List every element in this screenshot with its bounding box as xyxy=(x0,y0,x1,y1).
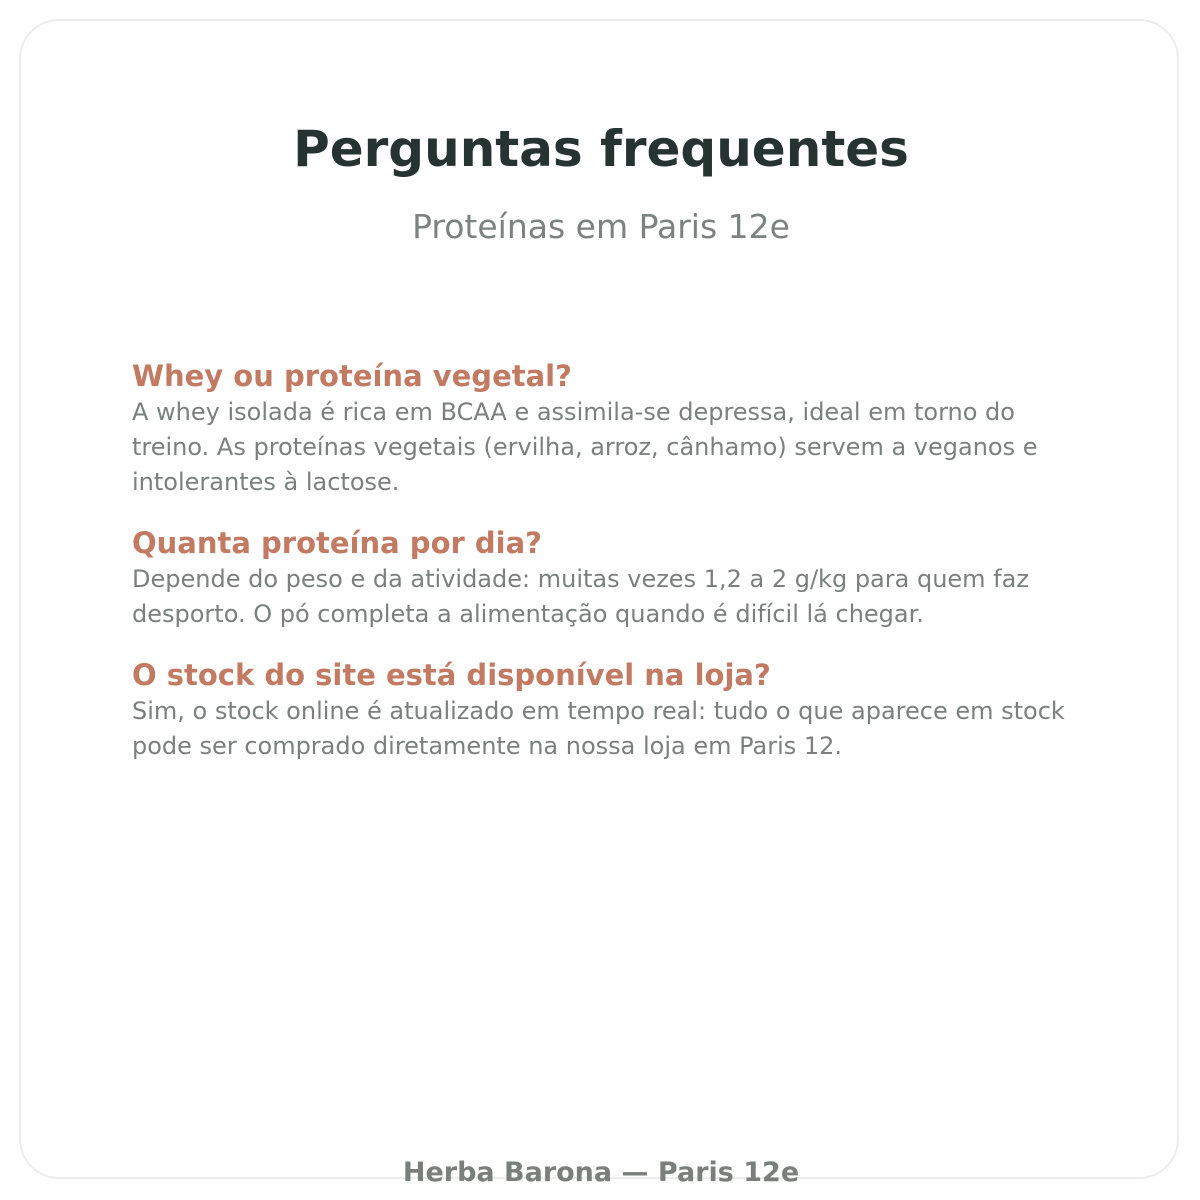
faq-item-whey-vs-vegetal xyxy=(132,357,1092,500)
faq-question: Whey ou proteína vegetal? xyxy=(132,359,572,393)
faq-card xyxy=(19,19,1179,1188)
faq-question: O stock do site está disponível na loja? xyxy=(132,658,771,692)
faq-item-stock-in-store xyxy=(132,656,1092,764)
faq-answer: A whey isolada é rica em BCAA e assimila-se depressa, ideal em torno do treino. As proteínas vegetais (ervilha, arroz, cânhamo) servem a veganos e intolerantes à lactose. xyxy=(132,398,1038,496)
footer-brand: Herba Barona — Paris 12e xyxy=(402,1157,800,1188)
page-title: Perguntas frequentes xyxy=(293,120,909,178)
page-subtitle: Proteínas em Paris 12e xyxy=(412,207,790,246)
faq-answer: Depende do peso e da atividade: muitas vezes 1,2 a 2 g/kg para quem faz desporto. O pó completa a alimentação quando é difícil lá chegar. xyxy=(132,565,1029,628)
faq-answer: Sim, o stock online é atualizado em tempo real: tudo o que aparece em stock pode ser comprado diretamente na nossa loja em Paris 12. xyxy=(132,697,1065,760)
faq-list xyxy=(132,357,1092,788)
faq-item-protein-per-day xyxy=(132,524,1092,632)
faq-question: Quanta proteína por dia? xyxy=(132,526,542,560)
